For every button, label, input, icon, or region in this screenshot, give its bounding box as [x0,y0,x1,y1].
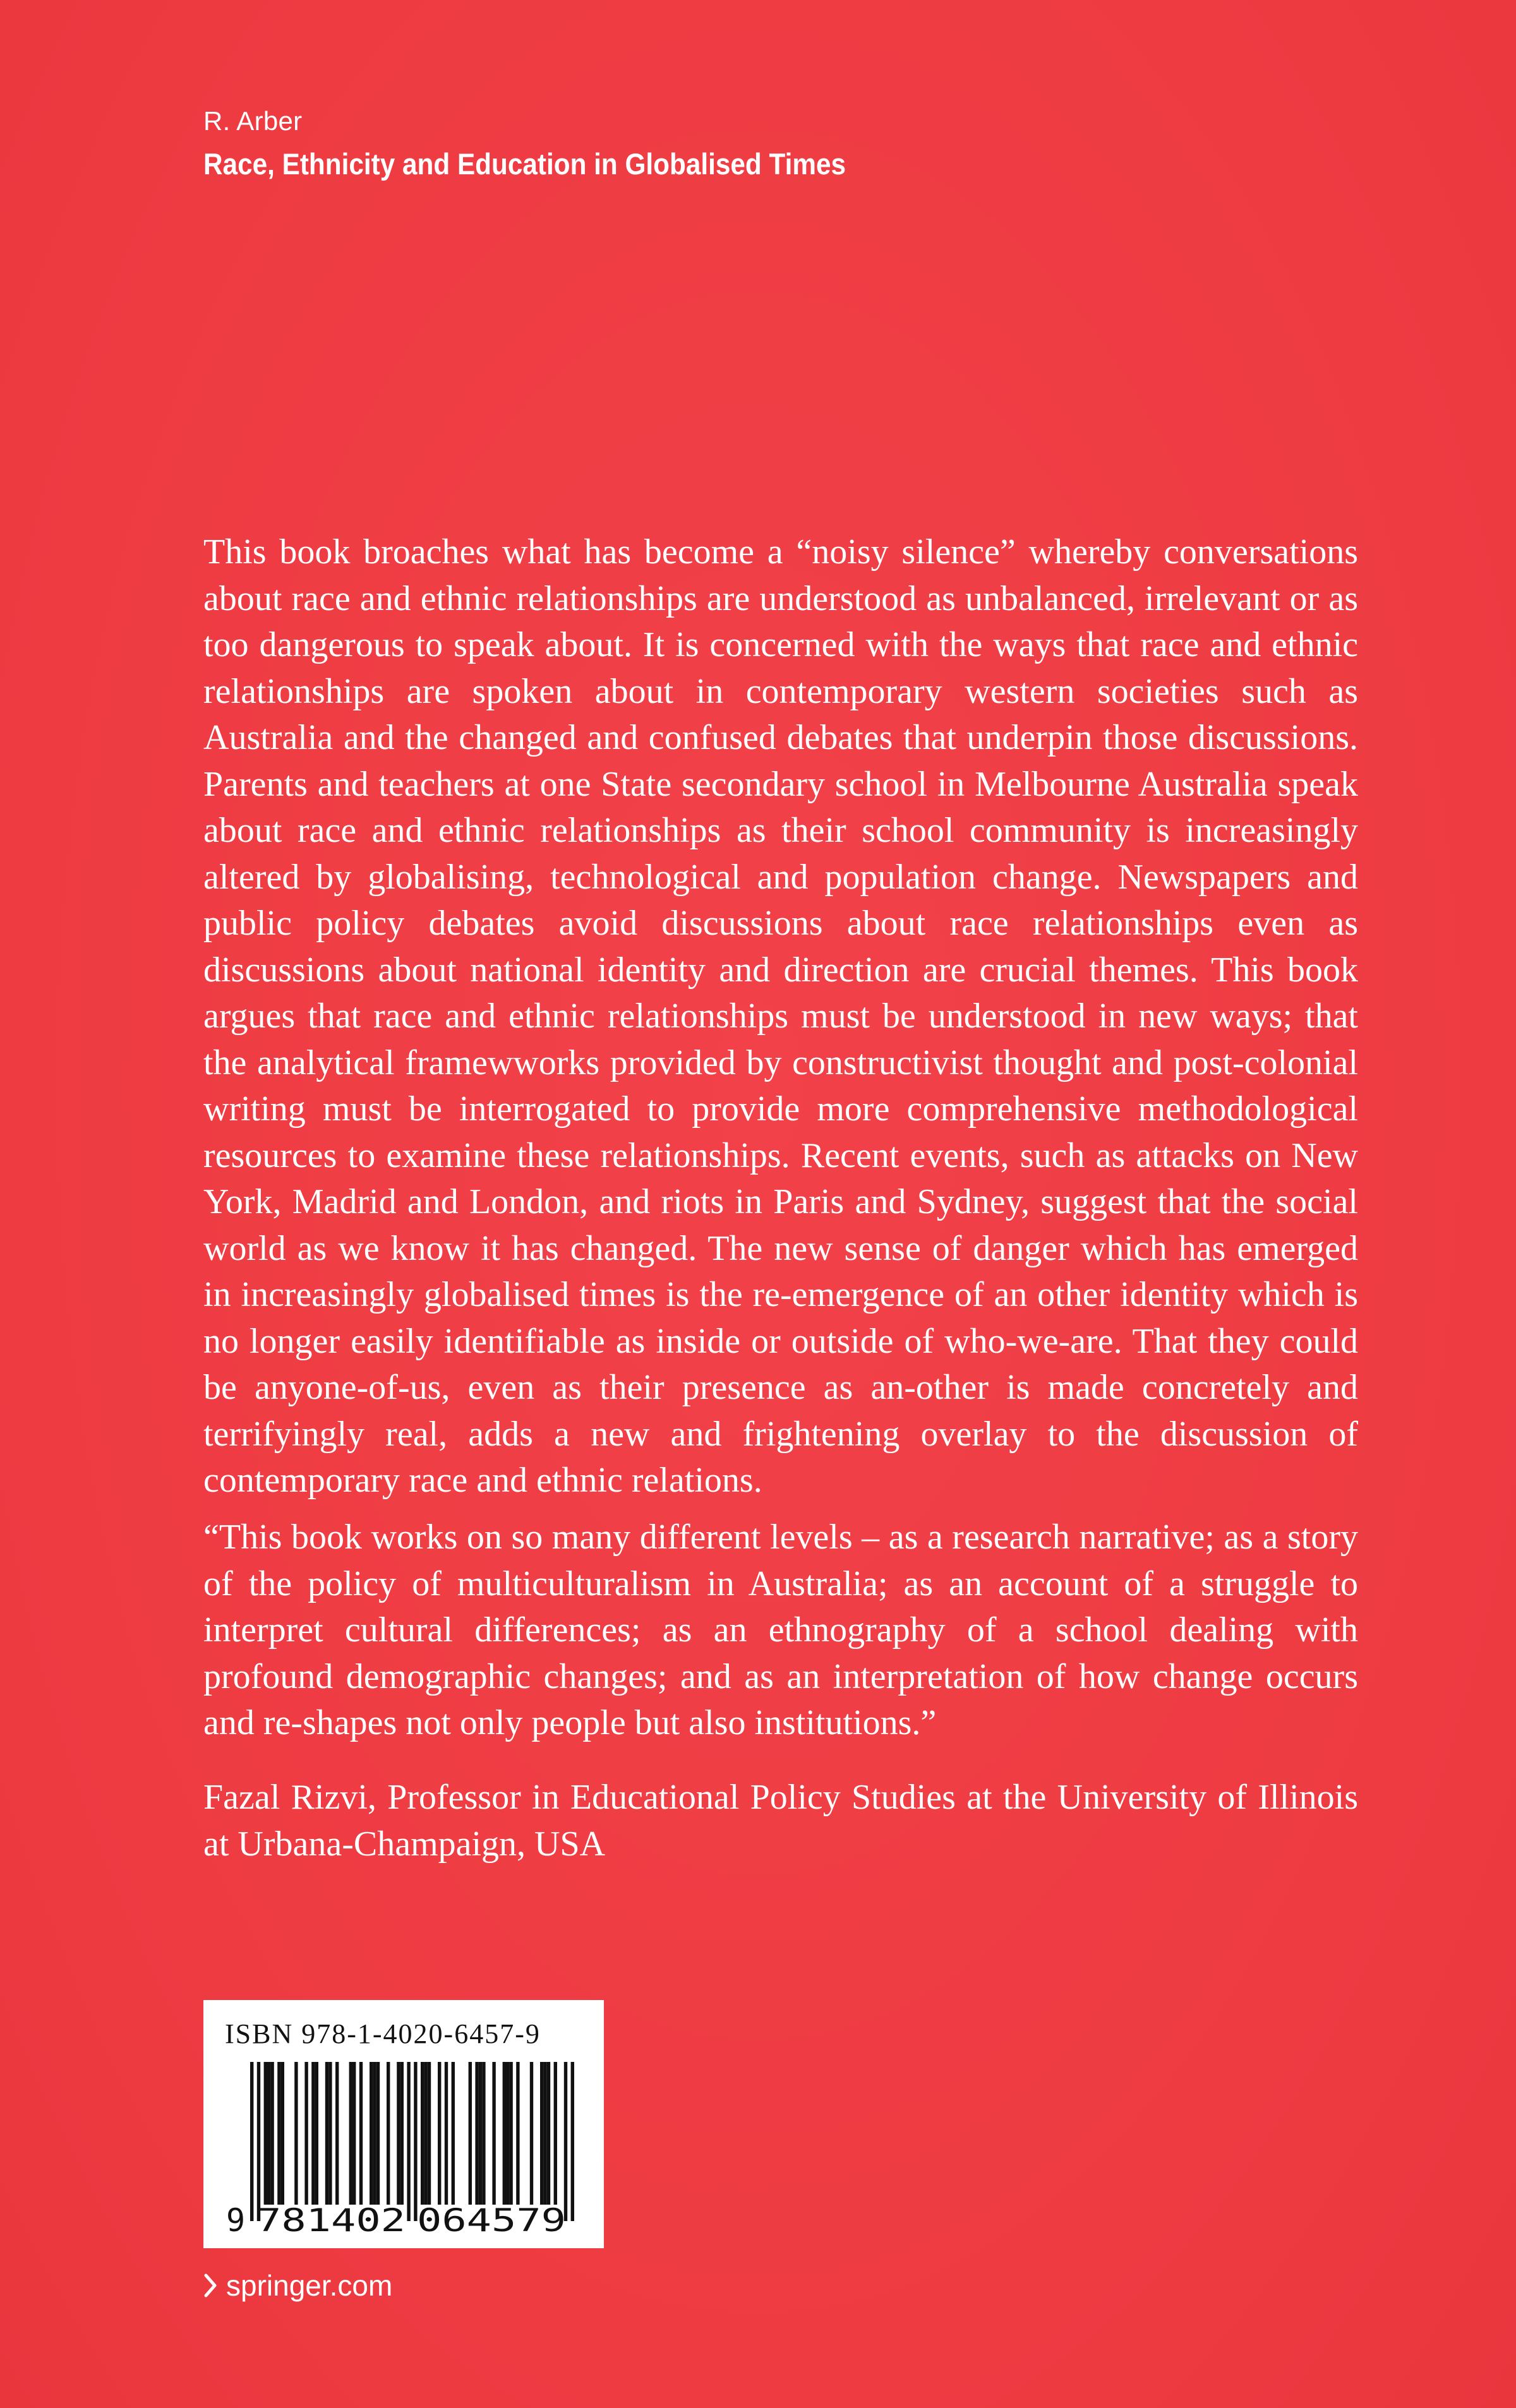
barcode-bar [438,2062,441,2205]
isbn-label: ISBN 978-1-4020-6457-9 [225,2018,541,2049]
author-name: R. Arber [203,106,303,136]
barcode-bar [387,2062,390,2205]
publisher-url[interactable]: springer.com [226,2269,393,2302]
barcode-bar [277,2062,280,2205]
barcode-bar [571,2062,574,2221]
endorsement-attribution: Fazal Rizvi, Professor in Educational Policy Studies at the University of Illinois at Urbana-Champaign, USA [203,1778,1358,1864]
publisher-link[interactable] [203,2268,392,2303]
endorsement-quote: “This book works on so many different levels – as a research narrative; as a story of the policy of multiculturalism in Australia; as an account of a struggle to interpret cultural differences; as an ethnography of a school dealing with profound demographic changes; and as an interpretation of how change occurs and re-shapes not only people but also institutions.” [203,1518,1358,1742]
barcode-bar [482,2062,485,2205]
barcode-bar [540,2062,543,2205]
barcode-graphic [203,2000,604,2248]
barcode-bar [349,2062,352,2205]
barcode-bar [414,2062,417,2221]
barcode-bars [250,2062,574,2221]
chevron-right-icon [203,2273,217,2298]
book-title: Race, Ethnicity and Education in Globalised Times [203,147,846,181]
barcode-bar [376,2062,380,2205]
barcode-bar [304,2062,308,2205]
barcode-bar [407,2062,410,2221]
barcode-bar [352,2062,356,2205]
barcode-bar [264,2062,267,2205]
barcode-bar [311,2062,315,2205]
barcode-bar [469,2062,472,2205]
barcode-bar [370,2062,373,2205]
barcode-bar [452,2062,455,2205]
barcode-bar [547,2062,550,2205]
barcode-bar [503,2062,506,2205]
barcode-bar [294,2062,298,2205]
barcode-bar [335,2062,339,2205]
barcode-bar [530,2062,533,2205]
barcode-bar [564,2062,567,2221]
barcode-bar [267,2062,270,2205]
isbn-barcode-box [203,2000,604,2248]
barcode-bar [257,2062,260,2221]
barcode-bar [506,2062,509,2205]
barcode-bar [270,2062,274,2205]
barcode-bar [421,2062,424,2205]
barcode-bar [397,2062,400,2205]
barcode-bar [424,2062,427,2205]
barcode-first-digit: 9 [226,2202,246,2239]
barcode-bar [428,2062,431,2205]
barcode-bar [328,2062,332,2205]
barcode-bar [315,2062,318,2205]
barcode-bar [479,2062,482,2205]
barcode-bar [359,2062,363,2205]
book-description: This book broaches what has become a “noisy silence” whereby conversations about race and ethnic relationships are understood as unbalanced, irrelevant or as too dangerous to speak about. It is concerned with the ways that race and ethnic relationships are spoken about in contemporary western societies such as Australia and the changed and confused debates that underpin those discussions. Parents and teachers at one State secondary school in Melbourne Australia speak about race and ethnic relationships as their school community is increasingly altered by globalising, technological and population change. Newspapers and public policy debates avoid discussions about race relationships even as discussions about national identity and direction are crucial themes. This book argues that race and ethnic relationships must be understood in new ways; that the analytical framewworks provided by constructivist thought and post-colonial writing must be interrogated to provide more comprehensive methodological resources to examine these relationships. Recent events, such as attacks on New York, Madrid and London, and riots in Paris and Sydney, suggest that the social world as we know it has changed. The new sense of danger which has emerged in increasingly globalised times is the re-emergence of an other identity which is no longer easily identifiable as inside or outside of who-we-are. That they could be anyone-of-us, even as their presence as an-other is made concretely and terrifyingly real, adds a new and frightening overlay to the discussion of contemporary race and ethnic relations. [203,532,1358,1500]
barcode-bar [492,2062,495,2205]
barcode-right-digits: 064579 [417,2202,566,2239]
barcode-bar [516,2062,519,2205]
barcode-bar [554,2062,557,2205]
barcode-bar [400,2062,404,2205]
barcode-bar [445,2062,448,2205]
barcode-bar [475,2062,478,2205]
barcode-left-digits: 781402 [256,2202,406,2239]
barcode-bar [325,2062,328,2205]
barcode-bar [509,2062,512,2205]
barcode-bar [250,2062,253,2221]
barcode-bar [373,2062,376,2205]
barcode-bar [543,2062,546,2205]
barcode-bar [281,2062,284,2205]
